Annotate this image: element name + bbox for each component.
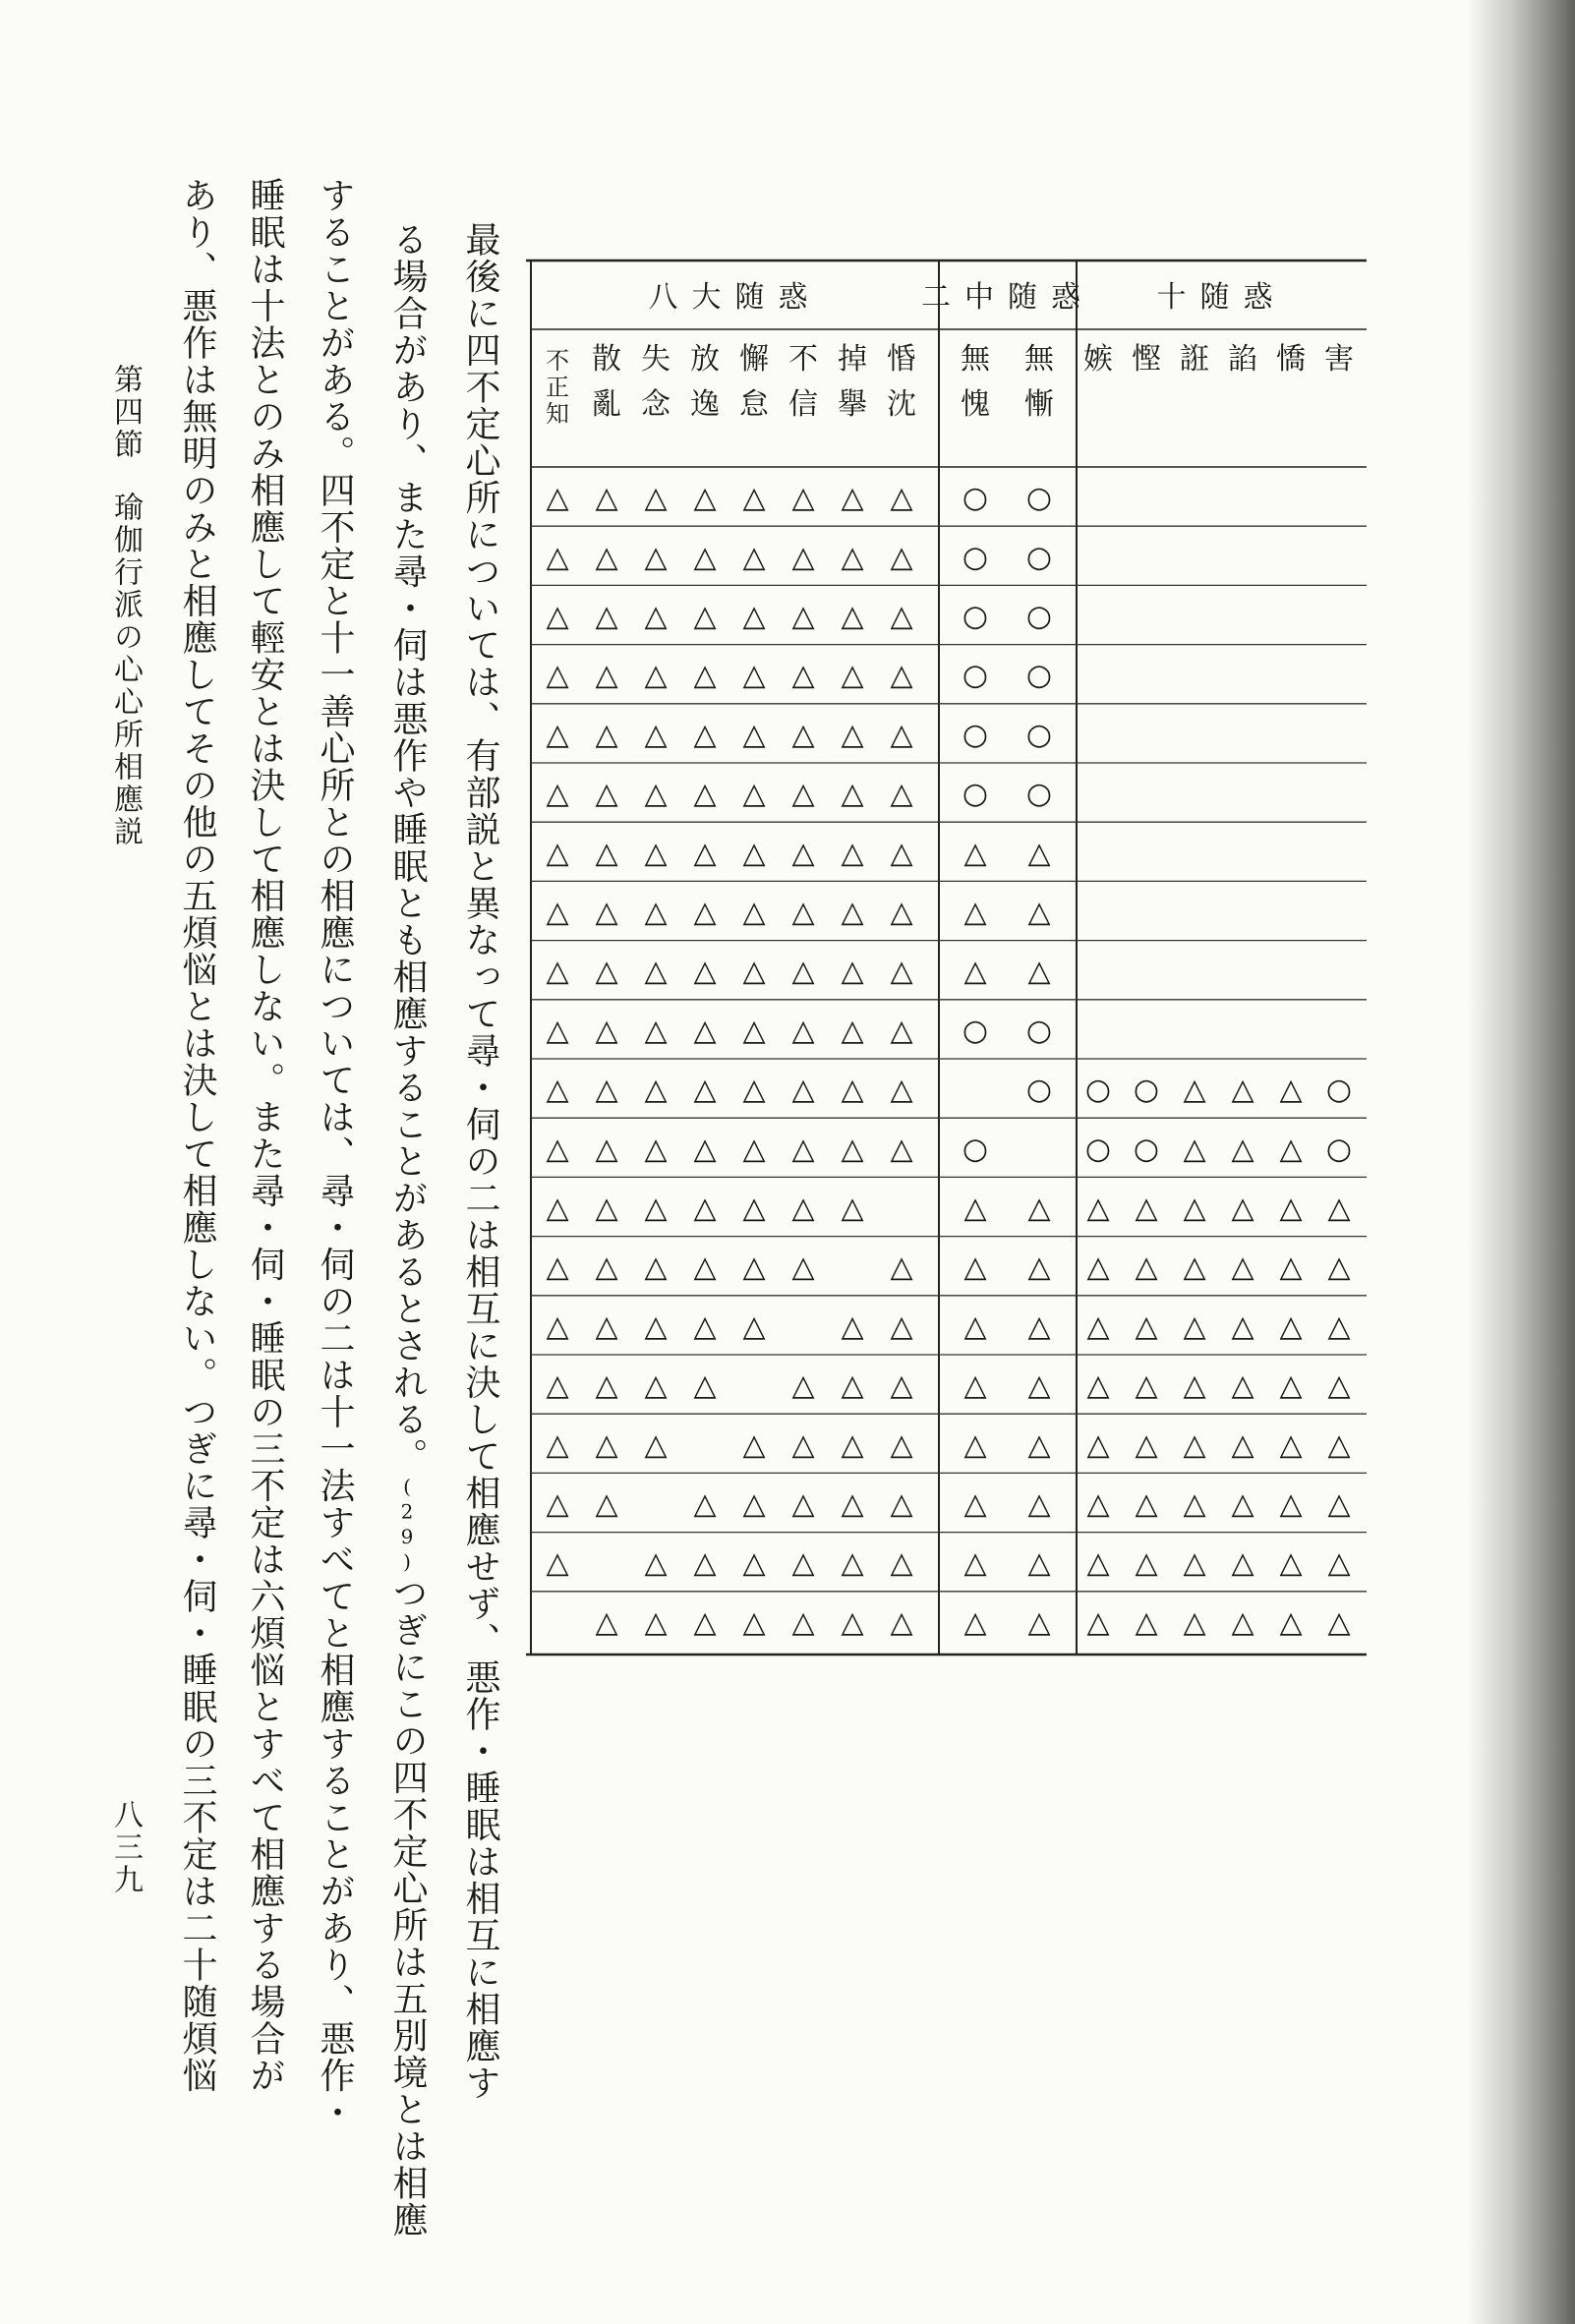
table-cell-mark: △	[1086, 1427, 1110, 1463]
table-cell-mark: ○	[962, 1013, 989, 1048]
table-cell-mark: △	[693, 1486, 717, 1522]
table-cell-mark: △	[791, 717, 815, 752]
table-cell-mark: △	[1027, 1427, 1051, 1463]
body-column-4: 睡眠は十法とのみ相應して輕安とは決して相應しない。また尋・伺・睡眠の三不定は六煩悩とすべて相應する場合が	[245, 177, 285, 2094]
column-header: 沈	[887, 387, 916, 422]
table-cell-mark: △	[742, 658, 766, 693]
table-cell-mark: △	[644, 658, 668, 693]
table-cell-mark: △	[890, 1486, 913, 1522]
table-cell-mark: △	[1231, 1427, 1254, 1463]
table-cell-mark: △	[1231, 1132, 1254, 1167]
table-cell-mark: △	[1279, 1368, 1303, 1404]
table-cell-mark: △	[595, 1604, 618, 1640]
table-cell-mark: △	[546, 481, 569, 516]
table-cell-mark: △	[1279, 1427, 1303, 1463]
table-cell-mark: △	[693, 658, 717, 693]
table-cell-mark: △	[963, 1191, 987, 1226]
table-cell-mark: △	[890, 717, 913, 752]
table-cell-mark: △	[963, 1486, 987, 1522]
column-header: 憍	[1276, 342, 1306, 377]
table-cell-mark: △	[841, 1308, 864, 1344]
table-cell-mark: △	[644, 717, 668, 752]
table-cell-mark: △	[1327, 1308, 1351, 1344]
table-cell-mark: ○	[1025, 599, 1053, 634]
table-cell-mark: △	[644, 777, 668, 812]
table-cell-mark: △	[1135, 1368, 1158, 1404]
table-cell-mark: △	[595, 658, 618, 693]
table-cell-mark: △	[791, 481, 815, 516]
table-cell-mark: △	[644, 1249, 668, 1285]
column-header: 亂	[592, 387, 621, 422]
table-cell-mark: △	[1327, 1191, 1351, 1226]
table-cell-mark: △	[693, 1604, 717, 1640]
table-cell-mark: △	[890, 1132, 913, 1167]
table-cell-mark: △	[1231, 1486, 1254, 1522]
table-cell-mark: △	[546, 836, 569, 871]
table-cell-mark: △	[1086, 1308, 1110, 1344]
table-cell-mark: △	[841, 658, 864, 693]
table-cell-mark: △	[841, 1132, 864, 1167]
table-cell-mark: △	[841, 1604, 864, 1640]
table-cell-mark: △	[742, 895, 766, 930]
table-cell-mark: △	[644, 1191, 668, 1226]
column-header: 慳	[1132, 342, 1161, 377]
body-column-2-text-b: つぎにこの四不定心所は五別境とは相應	[387, 1575, 428, 2238]
table-cell-mark: △	[963, 1427, 987, 1463]
table-cell-mark: △	[1135, 1545, 1158, 1581]
table-cell-mark: △	[1183, 1368, 1206, 1404]
table-cell-mark: △	[1135, 1191, 1158, 1226]
table-cell-mark: △	[1135, 1427, 1158, 1463]
column-header: 慚	[1024, 387, 1054, 422]
table-cell-mark: △	[890, 1604, 913, 1640]
table-cell-mark: △	[644, 1132, 668, 1167]
table-cell-mark: △	[1027, 895, 1051, 930]
table-cell-mark: ○	[1084, 1132, 1112, 1167]
table-cell-mark: △	[791, 1368, 815, 1404]
table-cell-mark: △	[791, 1132, 815, 1167]
table-cell-mark: △	[644, 895, 668, 930]
table-cell-mark: △	[644, 836, 668, 871]
column-header: 逸	[690, 387, 720, 422]
table-cell-mark: △	[1135, 1604, 1158, 1640]
table-cell-mark: △	[742, 1308, 766, 1344]
table-cell-mark: △	[791, 836, 815, 871]
table-cell-mark: △	[1027, 1191, 1051, 1226]
table-cell-mark: △	[841, 481, 864, 516]
table-cell-mark: △	[595, 717, 618, 752]
table-cell-mark: △	[841, 599, 864, 634]
table-cell-mark: △	[595, 895, 618, 930]
table-cell-mark: △	[1327, 1368, 1351, 1404]
table-cell-mark: ○	[1133, 1073, 1160, 1108]
table-cell-mark: △	[595, 1013, 618, 1048]
table-cell-mark: △	[963, 836, 987, 871]
table-cell-mark: △	[890, 658, 913, 693]
table-cell-mark: △	[841, 1545, 864, 1581]
table-cell-mark: △	[890, 1545, 913, 1581]
table-cell-mark: △	[1183, 1604, 1206, 1640]
table-cell-mark: △	[693, 1013, 717, 1048]
column-header: 失	[641, 342, 671, 377]
table-cell-mark: △	[1027, 954, 1051, 989]
table-cell-mark: △	[1086, 1486, 1110, 1522]
table-cell-mark: △	[890, 1013, 913, 1048]
table-cell-mark: △	[791, 1604, 815, 1640]
table-cell-mark: △	[693, 599, 717, 634]
table-cell-mark: △	[546, 1545, 569, 1581]
table-cell-mark: △	[890, 1368, 913, 1404]
table-cell-mark: △	[644, 954, 668, 989]
table-cell-mark: △	[693, 1308, 717, 1344]
table-cell-mark: ○	[1025, 658, 1053, 693]
column-header: 害	[1324, 342, 1354, 377]
table-cell-mark: △	[1027, 1545, 1051, 1581]
table-cell-mark: △	[595, 599, 618, 634]
table-cell-mark: ○	[1025, 481, 1053, 516]
table-cell-mark: △	[841, 895, 864, 930]
table-cell-mark: △	[546, 658, 569, 693]
column-header: 誑	[1180, 342, 1209, 377]
table-cell-mark: △	[644, 481, 668, 516]
table-cell-mark: △	[1135, 1486, 1158, 1522]
table-cell-mark: △	[791, 895, 815, 930]
table-cell-mark: △	[546, 777, 569, 812]
table-cell-mark: △	[595, 481, 618, 516]
table-cell-mark: △	[791, 658, 815, 693]
table-cell-mark: △	[890, 1073, 913, 1108]
body-column-1: 最後に四不定心所については、有部説と異なって尋・伺の二は相互に決して相應せず、悪作・睡眠は相互に相應す	[460, 221, 500, 2102]
table-cell-mark: △	[693, 717, 717, 752]
table-cell-mark: △	[644, 1013, 668, 1048]
table-cell-mark: △	[742, 481, 766, 516]
column-header: 怠	[739, 387, 769, 422]
body-column-2-text: る場合があり、また尋・伺は悪作や睡眠とも相應することがあるとされる。	[387, 221, 428, 1475]
column-header: 散	[592, 342, 621, 377]
table-cell-mark: △	[1027, 1368, 1051, 1404]
table-cell-mark: △	[742, 1604, 766, 1640]
table-cell-mark: △	[890, 1249, 913, 1285]
running-header-title: 瑜伽行派の心心所相應説	[108, 492, 143, 848]
table-cell-mark: △	[693, 1132, 717, 1167]
table-cell-mark: ○	[1325, 1132, 1353, 1167]
table-cell-mark: △	[1279, 1132, 1303, 1167]
column-header: 無	[961, 342, 990, 377]
column-header: 不	[546, 347, 569, 375]
table-cell-mark: ○	[962, 658, 989, 693]
group-title: 二中随惑	[921, 280, 1094, 315]
table-cell-mark: △	[1327, 1427, 1351, 1463]
table-cell-mark: △	[595, 1191, 618, 1226]
table-cell-mark: △	[742, 1132, 766, 1167]
table-cell-mark: △	[1327, 1486, 1351, 1522]
column-header: 信	[788, 387, 818, 422]
table-cell-mark: △	[693, 895, 717, 930]
table-cell-mark: △	[1231, 1073, 1254, 1108]
column-header: 愧	[961, 387, 990, 422]
table-cell-mark: △	[791, 1191, 815, 1226]
table-cell-mark: △	[742, 777, 766, 812]
table-cell-mark: △	[742, 599, 766, 634]
table-cell-mark: △	[693, 1249, 717, 1285]
table-cell-mark: △	[742, 540, 766, 575]
table-cell-mark: △	[890, 599, 913, 634]
table-cell-mark: △	[595, 1249, 618, 1285]
column-header: 正	[546, 374, 569, 401]
column-header: 惛	[887, 342, 916, 377]
table-cell-mark: △	[693, 540, 717, 575]
column-header: 懈	[739, 342, 769, 377]
table-cell-mark: △	[595, 1427, 618, 1463]
table-cell-mark: △	[1027, 836, 1051, 871]
table-cell-mark: △	[963, 1545, 987, 1581]
table-cell-mark: ○	[1025, 717, 1053, 752]
table-cell-mark: △	[644, 599, 668, 634]
table-cell-mark: △	[693, 1368, 717, 1404]
table-cell-mark: △	[1183, 1486, 1206, 1522]
table-cell-mark: △	[644, 540, 668, 575]
table-cell-mark: △	[742, 1013, 766, 1048]
running-header-section: 第四節	[108, 364, 143, 461]
table-cell-mark: △	[693, 481, 717, 516]
table-cell-mark: △	[1027, 1249, 1051, 1285]
table-cell-mark: △	[791, 1486, 815, 1522]
table-cell-mark: △	[742, 1427, 766, 1463]
table-cell-mark: △	[791, 1013, 815, 1048]
table-cell-mark: △	[1135, 1308, 1158, 1344]
table-cell-mark: △	[742, 1486, 766, 1522]
table-cell-mark: △	[1327, 1249, 1351, 1285]
table-cell-mark: △	[1279, 1249, 1303, 1285]
table-cell-mark: ○	[962, 599, 989, 634]
table-cell-mark: △	[546, 1191, 569, 1226]
column-header: 擧	[838, 387, 867, 422]
table-cell-mark: △	[890, 954, 913, 989]
table-cell-mark: △	[841, 1013, 864, 1048]
table-cell-mark: △	[693, 1545, 717, 1581]
table-cell-mark: △	[595, 836, 618, 871]
footnote-ref: (29)	[395, 1475, 419, 1575]
table-cell-mark: △	[644, 1073, 668, 1108]
table-cell-mark: △	[693, 1191, 717, 1226]
table-cell-mark: ○	[962, 1132, 989, 1167]
table-cell-mark: △	[841, 836, 864, 871]
table-cell-mark: △	[890, 895, 913, 930]
table-cell-mark: △	[1027, 1604, 1051, 1640]
table-cell-mark: △	[546, 1073, 569, 1108]
table-cell-mark: △	[1027, 1308, 1051, 1344]
table-cell-mark: ○	[1025, 540, 1053, 575]
table-cell-mark: △	[1086, 1191, 1110, 1226]
table-cell-mark: △	[791, 599, 815, 634]
table-cell-mark: △	[1183, 1191, 1206, 1226]
table-cell-mark: △	[841, 1368, 864, 1404]
table-cell-mark: △	[890, 836, 913, 871]
table-cell-mark: △	[791, 1073, 815, 1108]
table-cell-mark: △	[1183, 1249, 1206, 1285]
table-cell-mark: △	[546, 1427, 569, 1463]
table-cell-mark: △	[791, 1249, 815, 1285]
column-header: 知	[546, 400, 569, 428]
table-cell-mark: △	[693, 777, 717, 812]
table-cell-mark: △	[841, 1486, 864, 1522]
table-cell-mark: △	[1183, 1132, 1206, 1167]
table-cell-mark: △	[693, 836, 717, 871]
table-cell-mark: △	[546, 895, 569, 930]
body-column-2	[387, 221, 428, 2238]
table-cell-mark: △	[841, 540, 864, 575]
table-cell-mark: △	[890, 777, 913, 812]
table-cell-mark: △	[1183, 1545, 1206, 1581]
table-cell-mark: △	[546, 1486, 569, 1522]
table-cell-mark: △	[963, 954, 987, 989]
table-cell-mark: △	[963, 1604, 987, 1640]
table-cell-mark: ○	[1325, 1073, 1353, 1108]
table-cell-mark: △	[1279, 1073, 1303, 1108]
table-cell-mark: △	[1279, 1486, 1303, 1522]
table-cell-mark: ○	[1133, 1132, 1160, 1167]
scan-edge-shadow	[1467, 0, 1575, 2324]
group-title: 八大随惑	[648, 280, 822, 315]
table-cell-mark: △	[546, 1249, 569, 1285]
table-cell-mark: △	[595, 954, 618, 989]
table-cell-mark: △	[693, 954, 717, 989]
table-cell-mark: △	[841, 954, 864, 989]
table-cell-mark: △	[693, 1073, 717, 1108]
table-cell-mark: △	[742, 836, 766, 871]
body-column-5: あり、悪作は無明のみと相應してその他の五煩悩とは決して相應しない。つぎに尋・伺・睡眠の三不定は二十随煩悩	[177, 177, 217, 2094]
body-column-3: することがある。四不定と十一善心所との相應については、尋・伺の二は十一法すべてと相應することがあり、悪作・	[315, 177, 355, 2131]
table-cell-mark: △	[841, 1427, 864, 1463]
table-cell-mark: ○	[962, 481, 989, 516]
table-cell-mark: △	[595, 1073, 618, 1108]
table-cell-mark: △	[841, 1191, 864, 1226]
table-cell-mark: △	[890, 481, 913, 516]
table-cell-mark: ○	[962, 540, 989, 575]
table-cell-mark: △	[546, 1013, 569, 1048]
table-cell-mark: △	[644, 1308, 668, 1344]
table-cell-mark: △	[841, 777, 864, 812]
table-cell-mark: ○	[1025, 1013, 1053, 1048]
table-cell-mark: △	[1279, 1604, 1303, 1640]
table-cell-mark: △	[1279, 1308, 1303, 1344]
column-header: 諂	[1228, 342, 1257, 377]
table-cell-mark: △	[890, 1308, 913, 1344]
table-cell-mark: △	[1279, 1545, 1303, 1581]
table-cell-mark: △	[644, 1545, 668, 1581]
table-cell-mark: △	[1086, 1545, 1110, 1581]
table-cell-mark: △	[841, 1073, 864, 1108]
column-header: 嫉	[1083, 342, 1113, 377]
table-cell-mark: △	[890, 1427, 913, 1463]
table-cell-mark: △	[791, 540, 815, 575]
table-cell-mark: △	[546, 717, 569, 752]
table-cell-mark: △	[1231, 1249, 1254, 1285]
table-cell-mark: △	[546, 540, 569, 575]
table-cell-mark: △	[1231, 1368, 1254, 1404]
table-cell-mark: △	[742, 717, 766, 752]
table-cell-mark: △	[742, 1545, 766, 1581]
table-cell-mark: △	[1231, 1308, 1254, 1344]
table-cell-mark: △	[644, 1368, 668, 1404]
table-cell-mark: △	[595, 540, 618, 575]
table-cell-mark: △	[546, 599, 569, 634]
table-cell-mark: ○	[1084, 1073, 1112, 1108]
table-cell-mark: △	[1183, 1308, 1206, 1344]
table-cell-mark: △	[963, 1368, 987, 1404]
table-cell-mark: △	[546, 1132, 569, 1167]
group-title: 十随惑	[1156, 280, 1287, 315]
table-cell-mark: △	[595, 777, 618, 812]
table-cell-mark: △	[791, 1545, 815, 1581]
table-cell-mark: △	[963, 895, 987, 930]
table-cell-mark: △	[742, 1249, 766, 1285]
table-cell-mark: △	[546, 954, 569, 989]
table-cell-mark: △	[963, 1308, 987, 1344]
table-cell-mark: △	[1327, 1545, 1351, 1581]
table-cell-mark: △	[644, 1604, 668, 1640]
table-cell-mark: △	[1231, 1604, 1254, 1640]
table-cell-mark: △	[595, 1308, 618, 1344]
column-header: 不	[788, 342, 818, 377]
table-cell-mark: △	[841, 717, 864, 752]
table-cell-mark: △	[1327, 1604, 1351, 1640]
table-cell-mark: △	[890, 540, 913, 575]
table-cell-mark: △	[595, 1486, 618, 1522]
table-cell-mark: △	[1279, 1191, 1303, 1226]
table-cell-mark: △	[1183, 1073, 1206, 1108]
table-cell-mark: △	[791, 1427, 815, 1463]
column-header: 無	[1024, 342, 1054, 377]
table-cell-mark: ○	[1025, 777, 1053, 812]
table-cell-mark: △	[1086, 1368, 1110, 1404]
table-cell-mark: △	[1231, 1545, 1254, 1581]
table-cell-mark: △	[1027, 1486, 1051, 1522]
table-cell-mark: △	[791, 954, 815, 989]
table-cell-mark: △	[1086, 1249, 1110, 1285]
table-cell-mark: △	[546, 1368, 569, 1404]
table-cell-mark: △	[595, 1132, 618, 1167]
table-cell-mark: △	[742, 1073, 766, 1108]
table-cell-mark: △	[742, 1191, 766, 1226]
column-header: 念	[641, 387, 671, 422]
table-cell-mark: △	[644, 1427, 668, 1463]
table-cell-mark: △	[546, 1308, 569, 1344]
table-cell-mark: ○	[1025, 1073, 1053, 1108]
table-cell-mark: △	[1231, 1191, 1254, 1226]
table-cell-mark: △	[742, 954, 766, 989]
table-cell-mark: ○	[962, 777, 989, 812]
table-cell-mark: △	[1086, 1604, 1110, 1640]
table-cell-mark: ○	[962, 717, 989, 752]
table-cell-mark: △	[791, 777, 815, 812]
column-header: 放	[690, 342, 720, 377]
table-cell-mark: △	[1135, 1249, 1158, 1285]
table-cell-mark: △	[1183, 1427, 1206, 1463]
page-number: 八三九	[108, 1799, 143, 1896]
column-header: 掉	[838, 342, 867, 377]
table-cell-mark: △	[963, 1249, 987, 1285]
table-cell-mark: △	[595, 1368, 618, 1404]
